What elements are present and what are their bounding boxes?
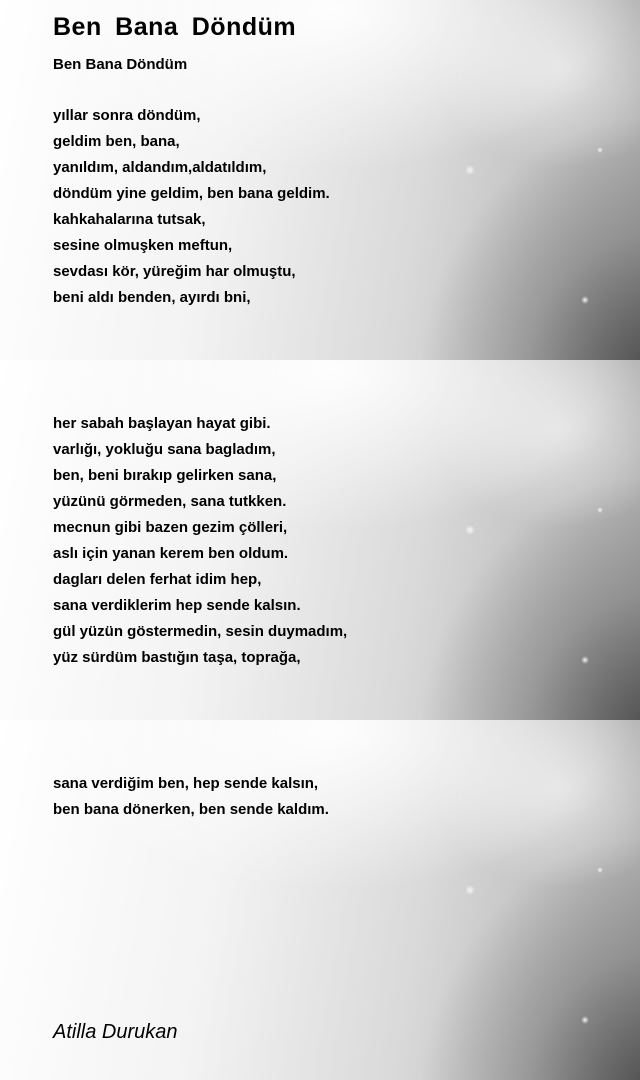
stanza-3 [53, 771, 329, 823]
poem-line: yanıldım, aldandım,aldatıldım, [53, 159, 267, 176]
poem-line: geldim ben, bana, [53, 133, 180, 150]
stanza-1 [53, 103, 330, 311]
poem-line: sevdası kör, yüreğim har olmuştu, [53, 263, 296, 280]
poem-line: kahkahalarına tutsak, [53, 211, 206, 228]
poem-line: döndüm yine geldim, ben bana geldim. [53, 185, 330, 202]
poem-line: aslı için yanan kerem ben oldum. [53, 545, 289, 562]
poem-subtitle: Ben Bana Döndüm [53, 56, 188, 73]
poem-line: sesine olmuşken meftun, [53, 237, 233, 254]
poem-line: varlığı, yokluğu sana bagladım, [53, 441, 276, 458]
poem-line: yüz sürdüm bastığın taşa, toprağa, [53, 649, 301, 666]
poem-line: mecnun gibi bazen gezim çölleri, [53, 519, 288, 536]
poem-line: sana verdiklerim hep sende kalsın. [53, 597, 301, 614]
poem-line: yüzünü görmeden, sana tutkken. [53, 493, 287, 510]
poem-line: her sabah başlayan hayat gibi. [53, 415, 271, 432]
poem-line: dagları delen ferhat idim hep, [53, 571, 262, 588]
poem-line: yıllar sonra döndüm, [53, 107, 201, 124]
stanza-2 [53, 411, 347, 671]
poem-title: Ben Bana Döndüm [53, 13, 297, 41]
poem-line: ben bana dönerken, ben sende kaldım. [53, 801, 329, 818]
poem-author: Atilla Durukan [53, 1021, 178, 1043]
poem-line: ben, beni bırakıp gelirken sana, [53, 467, 277, 484]
poem-line: beni aldı benden, ayırdı bni, [53, 289, 251, 306]
poem-line: sana verdiğim ben, hep sende kalsın, [53, 775, 319, 792]
poem-line: gül yüzün göstermedin, sesin duymadım, [53, 623, 348, 640]
